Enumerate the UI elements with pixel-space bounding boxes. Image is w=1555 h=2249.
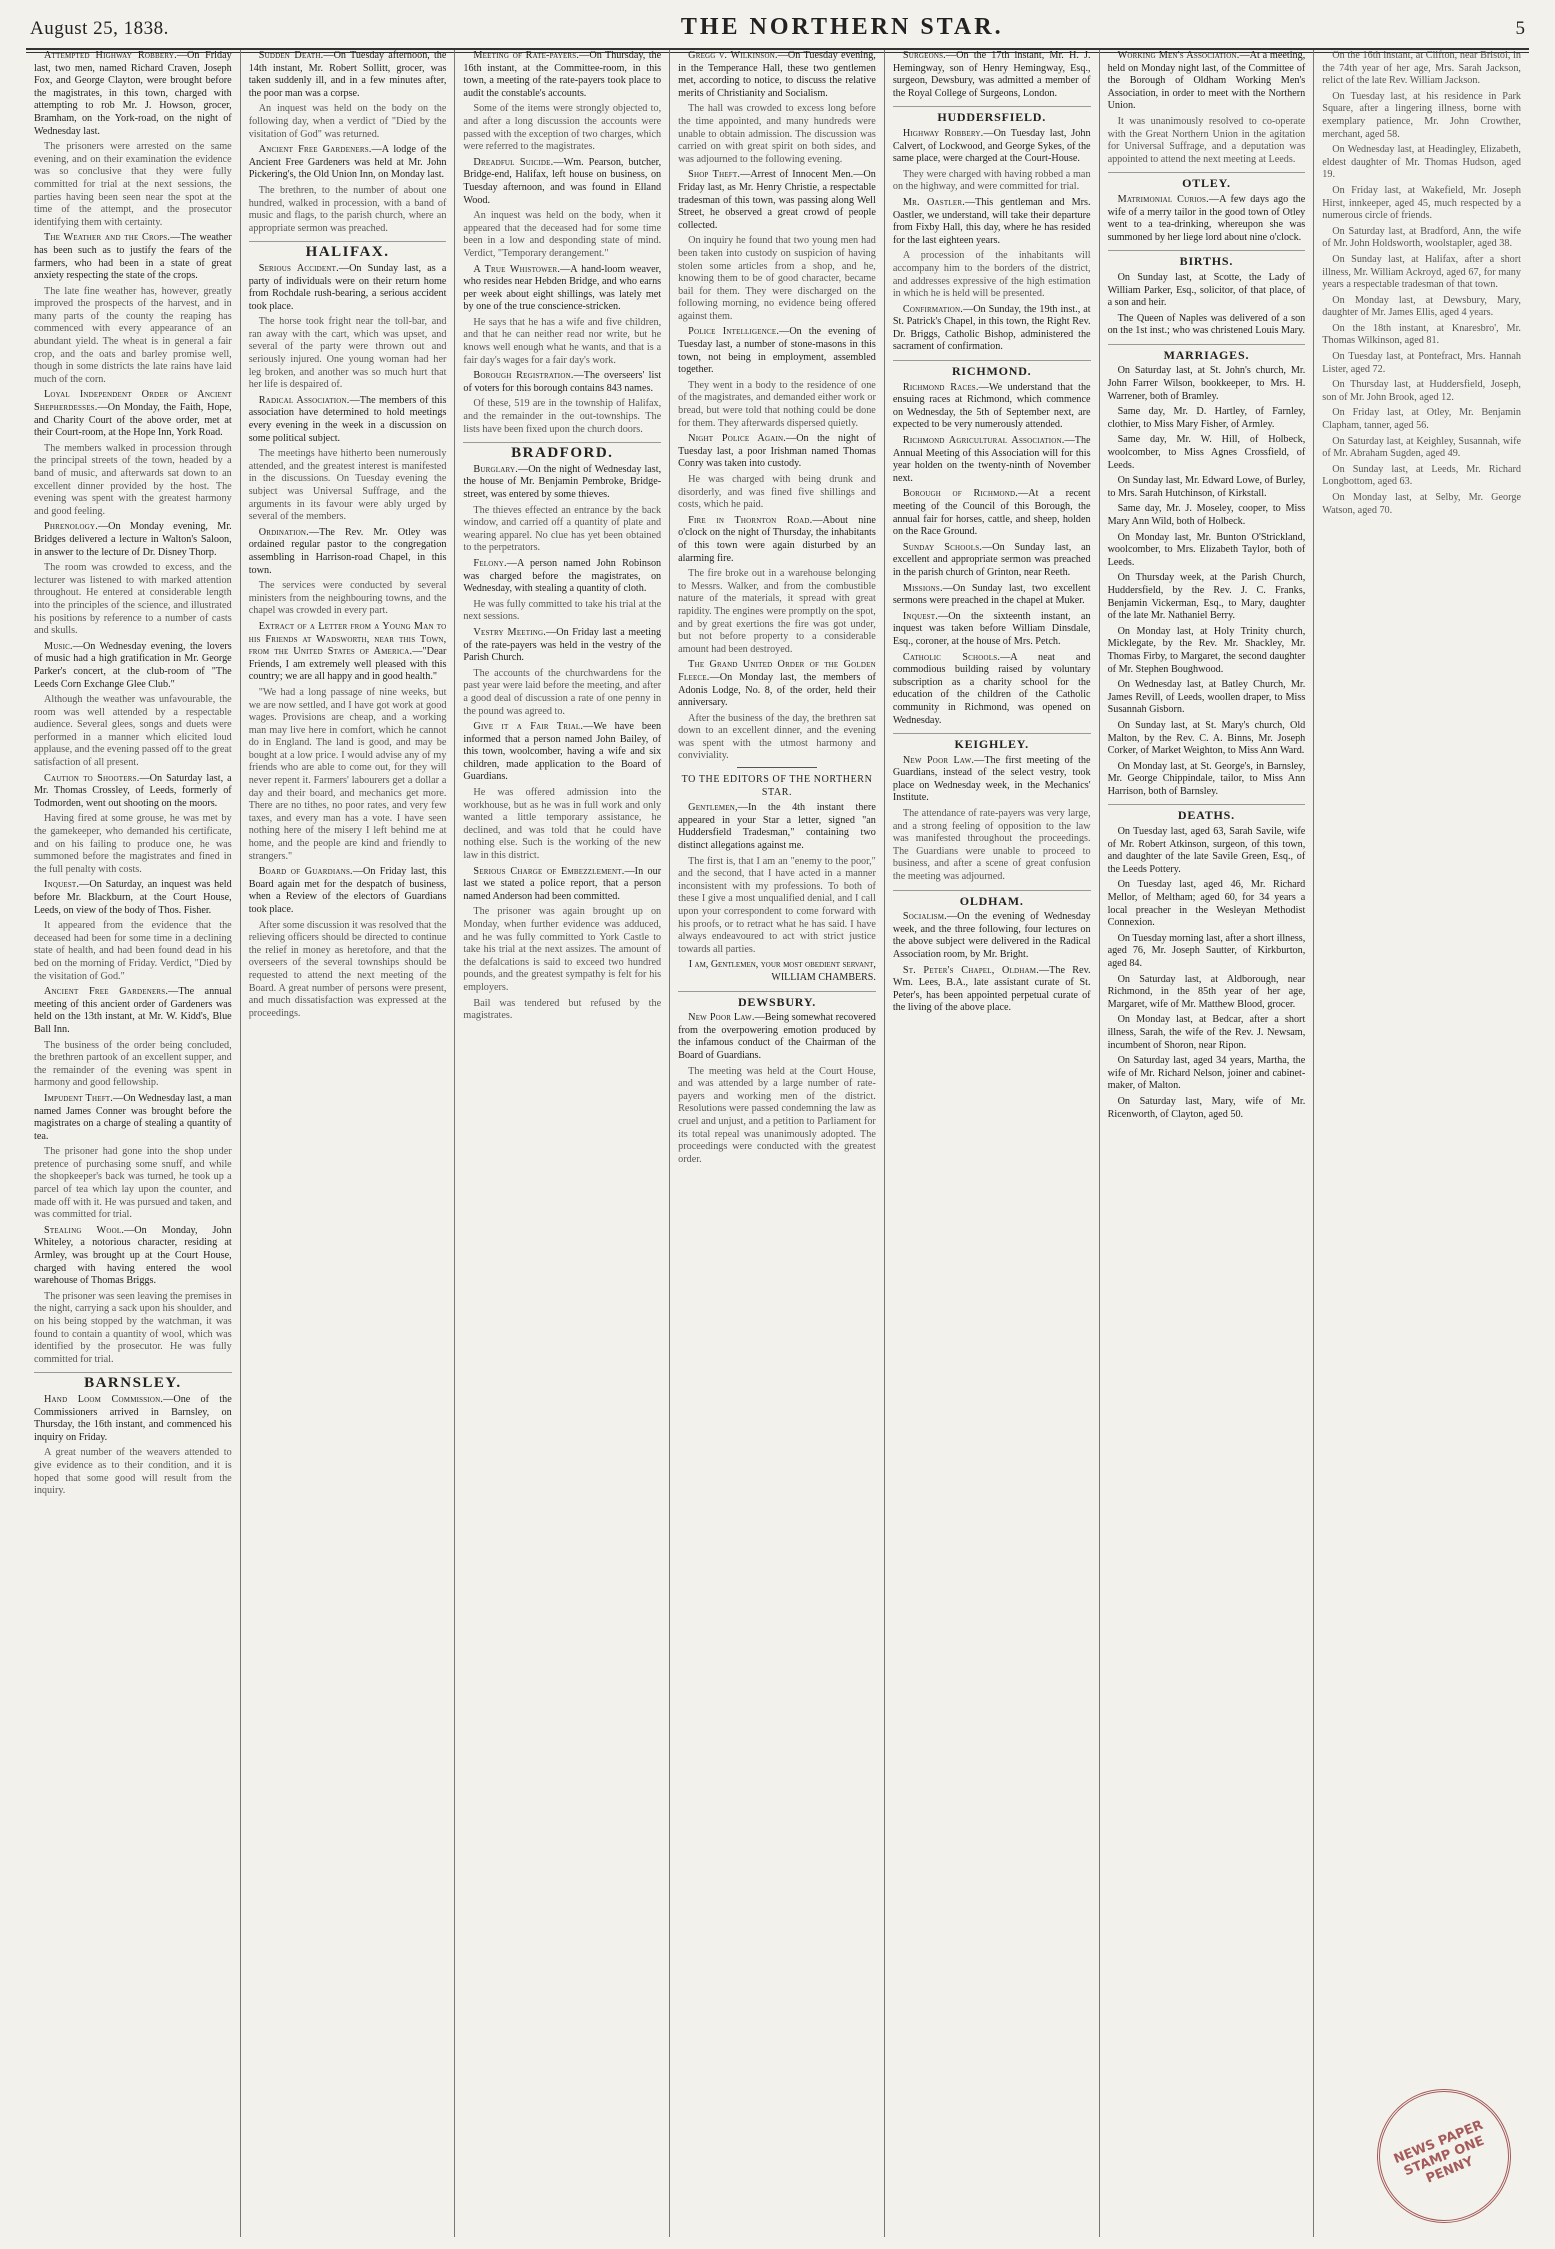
death-notice: On Tuesday last, aged 63, Sarah Savile, wife of Mr. Robert Atkinson, surgeon, of this town, and daughter of the late Savile Green, Esq., of the Leeds Pottery. (1107, 826, 1306, 875)
article: Meeting of Rate-payers.—On Thursday, the 16th instant, at the Committee-room, in this town, a meeting of the rate-payers took place to audit the constable's accounts. (463, 50, 662, 99)
article: Burglary.—On the night of Wednesday last, the house of Mr. Benjamin Pembroke, Bridge-street, was entered by some thieves. (463, 463, 662, 500)
article: Caution to Shooters.—On Saturday last, a Mr. Thomas Crossley, of Leeds, formerly of Todmorden, went out shooting on the moors. (34, 772, 232, 809)
article: Borough of Richmond.—At a recent meeting of the Council of this Borough, the annual fair for horses, cattle, and sheep, holden on the Race Ground. (892, 488, 1091, 538)
letter-to-editors: Gentlemen,—In the 4th instant there appeared in your Star a letter, signed "an Huddersfield Tradesman," containing two distinct allegations against me. (678, 802, 876, 852)
article: Borough Registration.—The overseers' list of voters for this borough contains 843 names. (463, 370, 662, 394)
article: New Poor Law.—Being somewhat recovered from the overpowering emotion produced by the infamous conduct of the Chairman of the Board of Guardians. (678, 1012, 876, 1061)
column-5: Surgeons.—On the 17th instant, Mr. H. J. Hemingway, son of Henry Hemingway, Esq., surgeon, Dewsbury, was admitted a member of the Royal College of Surgeons, London. HUDDERSFIELD. Highway Robbery.—On Tuesday last, John Calvert, of Lockwood, and George Sykes, of the same place, were charged at the Court-House. They were charged with having robbed a man on the highway, and were committed for trial. Mr. Oastler.—This gentleman and Mrs. Oastler, we understand, will take their departure from Fixby Hall, this day, where he has resided for the last eighteen years. A procession of the inhabitants will accompany him to the borders of the district, and addresses expressive of the high estimation in which he is held will be presented. Confirmation.—On Sunday, the 19th inst., at St. Patrick's Chapel, in this town, the Right Rev. Dr. Briggs, Catholic Bishop, administered the sacrament of confirmation. RICHMOND. Richmond Races.—We understand that the ensuing races at Richmond, which commence on Wednesday, the 5th of September next, are expected to be very numerously attended. Richmond Agricultural Association.—The Annual Meeting of this Association will for this year holden on the twenty-ninth of November next. Borough of Richmond.—At a recent meeting of the Council of this Borough, the annual fair for horses, cattle, and sheep, holden on the Race Ground. Sunday Schools.—On Sunday last, an excellent and appropriate sermon was preached in the parish church of Grinton, near Reeth. Missions.—On Sunday last, two excellent sermons were preached in the chapel at Muker. Inquest.—On the sixteenth instant, an inquest was taken before William Dinsdale, Esq., coroner, at the house of Mrs. Petch. Catholic Schools.—A neat and commodious building raised by voluntary subscription as a charity school for the education of the children of the Catholic community in Richmond, was opened on Wednesday. KEIGHLEY. New Poor Law.—The first meeting of the Guardians, instead of the select vestry, took place on Wednesday week, in the Mechanics' Institute. The attendance of rate-payers was very large, and a strong feeling of opposition to the law was manifested throughout the proceedings. The Guardians were unable to proceed to business, and after a scene of great confusion the meeting was adjourned. OLDHAM. Socialism.—On the evening of Wednesday week, and the three following, four lectures on the above subject were delivered in the Radical Association room, by Mr. Bright. St. Peter's Chapel, Oldham.—The Rev. Wm. Lees, B.A., late assistant curate of St. Peter's, has been appointed perpetual curate of the living of the above place. (885, 50, 1100, 2237)
marriage-notice: Same day, Mr. W. Hill, of Holbeck, woolcomber, to Miss Agnes Crossfield, of Leeds. (1107, 434, 1306, 471)
birth-notice: On Sunday last, at Scotte, the Lady of William Parker, Esq., solicitor, of that place, of a son and heir. (1107, 271, 1306, 309)
article: Attempted Highway Robbery.—On Friday last, two men, named Richard Craven, Joseph Fox, and George Clayton, were brought before the magistrates, in this town, charged with attempting to rob Mr. J. Howson, grocer, Bramham, on the York-road, on the night of Wednesday last. (34, 50, 232, 137)
birth-notice: The Queen of Naples was delivered of a son on the 1st inst.; who was christened Louis Mary. (1107, 312, 1306, 337)
death-notice: On Saturday last, Mary, wife of Mr. Ricenworth, of Clayton, aged 50. (1107, 1095, 1306, 1120)
marriage-notice: Same day, Mr. J. Moseley, cooper, to Miss Mary Ann Wild, both of Holbeck. (1107, 503, 1306, 527)
article: Serious Accident.—On Sunday last, as a party of individuals were on their return home from Rochdale rush-bearing, a serious accident took place. (248, 262, 447, 312)
article: A True Whistower.—A hand-loom weaver, who resides near Hebden Bridge, and who earns per week about eight shillings, was lately met by one of the true conscience-stricken. (463, 263, 662, 313)
column-1: Attempted Highway Robbery.—On Friday last, two men, named Richard Craven, Joseph Fox, and George Clayton, were brought before the magistrates, in this town, charged with attempting to rob Mr. J. Howson, grocer, Bramham, on the York-road, on the night of Wednesday last. The prisoners were arrested on the same evening, and on their examination the evidence was so conclusive that they were fully committed for trial at the next sessions, the parties having been seen near the spot at the time of the attempt, and the prosecutor identifying them with certainty. The Weather and the Crops.—The weather has been such as to justify the fears of the farmers, who had been in a state of great anxiety respecting the state of the crops. The late fine weather has, however, greatly improved the prospects of the harvest, and in many parts of the county the reaping has commenced with every appearance of an abundant yield. The wheat is in general a fair crop, and the oats and barley promise well, though in some districts the late rains have laid much of the corn. Loyal Independent Order of Ancient Shepherdesses.—On Monday, the Faith, Hope, and Charity Court of the above order, met at their Court-room, at the Hope Inn, York Road. The members walked in procession through the principal streets of the town, headed by a band of music, and afterwards sat down to an excellent dinner provided by the host. The evening was spent with the greatest harmony and good feeling. Phrenology.—On Monday evening, Mr. Bridges delivered a lecture in Walton's Saloon, in answer to the lecture of Dr. Disney Thorp. The room was crowded to excess, and the lecturer was listened to with marked attention throughout. He entered at considerable length into the principles of the science, and illustrated his positions by reference to a number of casts and skulls. Music.—On Wednesday evening, the lovers of music had a high gratification in Mr. George Parker's concert, at the club-room of "The Leeds Corn Exchange Glee Club." Although the weather was unfavourable, the room was well attended by a respectable audience. Several glees, songs and duets were performed in a manner which elicited loud applause, and the evening passed off to the great satisfaction of all present. Caution to Shooters.—On Saturday last, a Mr. Thomas Crossley, of Leeds, formerly of Todmorden, went out shooting on the moors. Having fired at some grouse, he was met by the gamekeeper, who demanded his certificate, and on his failing to produce one, he was summoned before the magistrates and fined in the full penalty with costs. Inquest.—On Saturday, an inquest was held before Mr. Blackburn, at the Court House, Leeds, on view of the body of Thos. Fisher. It appeared from the evidence that the deceased had been for some time in a declining state of health, and had been found dead in his bed on the morning of Friday. Verdict, "Died by the visitation of God." Ancient Free Gardeners.—The annual meeting of this ancient order of Gardeners was held on the 13th instant, at Mr. W. Kidd's, Blue Ball Inn. The business of the order being concluded, the brethren partook of an excellent supper, and the remainder of the evening was spent in harmony and good fellowship. Impudent Theft.—On Wednesday last, a man named James Conner was brought before the magistrates on a charge of stealing a quantity of tea. The prisoner had gone into the shop under pretence of purchasing some snuff, and while the shopkeeper's back was turned, he took up a parcel of tea which lay upon the counter, and made off with it. He was pursued and taken, and was committed for trial. Stealing Wool.—On Monday, John Whiteley, a notorious character, residing at Armley, was brought up at the Court House, charged with having entered the wool warehouse of Thomas Briggs. The prisoner was seen leaving the premises in the night, carrying a sack upon his shoulder, and on his being stopped by the watchman, it was found to contain a quantity of wool, which was identified by the prosecutor. He was fully committed for trial. BARNSLEY. Hand Loom Commission.—One of the Commissioners arrived in Barnsley, on Thursday, the 16th instant, and commenced his inquiry on Friday. A great number of the weavers attended to give evidence as to their condition, and it is hoped that some good will result from the inquiry. (26, 50, 241, 2237)
article: Missions.—On Sunday last, two excellent sermons were preached in the chapel at Muker. (892, 582, 1091, 607)
article: Working Men's Association.—At a meeting, held on Monday night last, of the Committee of the Borough of Oldham Working Men's Association, in order to meet with the Northern Union. (1107, 50, 1306, 112)
article: Ancient Free Gardeners.—A lodge of the Ancient Free Gardeners was held at Mr. John Pickering's, the Old Union Inn, on Monday last. (248, 144, 447, 181)
death-notice: On Saturday last, aged 34 years, Martha, the wife of Mr. Richard Nelson, joiner and cabinet-maker, of Malton. (1107, 1055, 1306, 1092)
death-notice: On Saturday last, at Aldborough, near Richmond, in the 85th year of her age, Margaret, wife of Mr. Matthew Blood, grocer. (1107, 973, 1306, 1010)
column-3: Meeting of Rate-payers.—On Thursday, the 16th instant, at the Committee-room, in this town, a meeting of the rate-payers took place to audit the constable's accounts. Some of the items were strongly objected to, and after a long discussion the accounts were passed with the exception of two charges, which were referred to the magistrates. Dreadful Suicide.—Wm. Pearson, butcher, Bridge-end, Halifax, left house on business, on Tuesday afternoon, and was found in Elland Wood. An inquest was held on the body, when it appeared that the deceased had for some time been in a low and desponding state of mind. Verdict, "Temporary derangement." A True Whistower.—A hand-loom weaver, who resides near Hebden Bridge, and who earns per week about eight shillings, was lately met by one of the true conscience-stricken. He says that he has a wife and five children, and that he can neither read nor write, but he knows well enough what he wants, and that is a fair day's wages for a fair day's work. Borough Registration.—The overseers' list of voters for this borough contains 843 names. Of these, 519 are in the township of Halifax, and the remainder in the out-townships. The lists have been fixed upon the church doors. BRADFORD. Burglary.—On the night of Wednesday last, the house of Mr. Benjamin Pembroke, Bridge-street, was entered by some thieves. The thieves effected an entrance by the back window, and carried off a quantity of plate and wearing apparel. No clue has yet been obtained to the perpetrators. Felony.—A person named John Robinson was charged before the magistrates, on Wednesday, with stealing a quantity of cloth. He was fully committed to take his trial at the next sessions. Vestry Meeting.—On Friday last a meeting of the rate-payers was held in the vestry of the Parish Church. The accounts of the churchwardens for the past year were laid before the meeting, and after a good deal of discussion a rate of one penny in the pound was agreed to. Give it a Fair Trial.—We have been informed that a person named John Bailey, of this town, woolcomber, having a wife and six children, made application to the Board of Guardians. He was offered admission into the workhouse, but as he was in full work and only wanted a little temporary assistance, he declined, and was told that he could have nothing else. Such is the working of the new law in this district. Serious Charge of Embezzlement.—In our last we stated a police report, that a person named Anderson had been committed. The prisoner was again brought up on Monday, when further evidence was adduced, and he was fully committed to York Castle to take his trial at the next assizes. The amount of the defalcations is said to exceed two hundred pounds, and the greatest sympathy is felt for his employers. Bail was tendered but refused by the magistrates. (455, 50, 670, 2237)
article: Ancient Free Gardeners.—The annual meeting of this ancient order of Gardeners was held on the 13th instant, at Mr. W. Kidd's, Blue Ball Inn. (34, 986, 232, 1035)
article-columns (26, 50, 1529, 2237)
death-notice: On Tuesday last, aged 46, Mr. Richard Mellor, of Meltham; aged 60, for 34 years a local preacher in the Wesleyan Methodist Connexion. (1107, 879, 1306, 929)
article: Loyal Independent Order of Ancient Shepherdesses.—On Monday, the Faith, Hope, and Charity Court of the above order, met at their Court-room, at the Hope Inn, York Road. (34, 389, 232, 439)
marriage-notice: On Monday last, Mr. Bunton O'Strickland, woolcomber, to Mrs. Elizabeth Taylor, both of Leeds. (1107, 531, 1306, 568)
article: Night Police Again.—On the night of Tuesday last, a poor Irishman named Thomas Conry was taken into custody. (678, 433, 876, 470)
letter-heading: TO THE EDITORS OF THE NORTHERN STAR. (681, 774, 873, 798)
marriage-notice: Same day, Mr. D. Hartley, of Farnley, clothier, to Miss Mary Fisher, of Armley. (1107, 406, 1306, 430)
marriage-notice: On Monday last, at Holy Trinity church, Micklegate, by the Rev. Mr. Shackley, Mr. Thomas Firby, to Margaret, the second daughter of Mr. Stephen Boughwood. (1107, 625, 1306, 675)
tax-stamp-seal: NEWS PAPER STAMP ONE PENNY (1357, 2069, 1531, 2243)
masthead (26, 14, 1529, 50)
newspaper-title: THE NORTHERN STAR. (680, 14, 1004, 40)
article: Board of Guardians.—On Friday last, this Board again met for the despatch of business, when a Review of the electors of Guardians took place. (248, 866, 447, 915)
article: Sudden Death.—On Tuesday afternoon, the 14th instant, Mr. Robert Sollitt, grocer, was taken suddenly ill, and in a few minutes after, the poor man was a corpse. (248, 50, 447, 99)
article: Shop Theft.—Arrest of Innocent Men.—On Friday last, as Mr. Henry Christie, a respectable tradesman of this town, was passing along Well Street, he observed a great crowd of people collected. (678, 169, 876, 231)
marriage-notice: On Wednesday last, at Batley Church, Mr. James Revill, of Leeds, woollen draper, to Miss Susannah Gisborn. (1107, 679, 1306, 716)
article: Serious Charge of Embezzlement.—In our last we stated a police report, that a person named Anderson had been committed. (463, 865, 662, 902)
marriage-notice: On Sunday last, at St. Mary's church, Old Malton, by the Rev. C. A. Binns, Mr. Joseph Corker, of Market Weighton, to Miss Ann Ward. (1107, 719, 1306, 757)
article: Richmond Races.—We understand that the ensuing races at Richmond, which commence on Wednesday, the 5th of September next, are expected to be very numerously attended. (892, 381, 1091, 431)
article: Fire in Thornton Road.—About nine o'clock on the night of Thursday, the inhabitants of this town were again disturbed by an alarming fire. (678, 514, 876, 564)
article: Give it a Fair Trial.—We have been informed that a person named John Bailey, of this town, woolcomber, having a wife and six children, made application to the Board of Guardians. (463, 721, 662, 783)
article: Gregg v. Wilkinson.—On Tuesday evening, in the Temperance Hall, these two gentlemen met, according to notice, to discuss the relative merits of Christianity and Socialism. (678, 50, 876, 99)
section-heading-marriages: MARRIAGES. (1108, 344, 1306, 362)
article: Matrimonial Curios.—A few days ago the wife of a merry tailor in the good town of Otley went to a tea-drinking, whereupon she was summoned by her liege lord about nine o'clock. (1107, 193, 1306, 243)
article: Stealing Wool.—On Monday, John Whiteley, a notorious character, residing at Armley, was brought up at the Court House, charged with having entered the wool warehouse of Thomas Briggs. (34, 1224, 232, 1287)
page-number: 5 (1515, 18, 1525, 39)
article: Highway Robbery.—On Tuesday last, John Calvert, of Lockwood, and George Sykes, of the same place, were charged at the Court-House. (892, 127, 1091, 165)
section-heading-richmond: RICHMOND. (893, 360, 1091, 378)
column-7: On the 16th instant, at Clifton, near Bristol, in the 74th year of her age, Mrs. Sarah Jackson, relict of the late Rev. William Jackson. On Tuesday last, at his residence in Park Square, after a lingering illness, borne with exemplary patience, Mr. John Crowther, merchant, aged 58. On Wednesday last, at Headingley, Elizabeth, eldest daughter of Mr. Thomas Hudson, aged 19. On Friday last, at Wakefield, Mr. Joseph Hirst, innkeeper, aged 45, much respected by a numerous circle of friends. On Saturday last, at Bradford, Ann, the wife of Mr. John Holdsworth, woolstapler, aged 38. On Sunday last, at Halifax, after a short illness, Mr. William Ackroyd, aged 67, for many years a respectable tradesman of that town. On Monday last, at Dewsbury, Mary, daughter of Mr. James Ellis, aged 4 years. On the 18th instant, at Knaresbro', Mr. Thomas Wilkinson, aged 81. On Tuesday last, at Pontefract, Mrs. Hannah Lister, aged 72. On Thursday last, at Huddersfield, Joseph, son of Mr. John Brook, aged 12. On Friday last, at Otley, Mr. Benjamin Clapham, tanner, aged 56. On Saturday last, at Keighley, Susannah, wife of Mr. Abraham Sugden, aged 49. On Sunday last, at Leeds, Mr. Richard Longbottom, aged 63. On Monday last, at Selby, Mr. George Watson, aged 70. (1322, 50, 1521, 516)
article: Hand Loom Commission.—One of the Commissioners arrived in Barnsley, on Thursday, the 16th instant, and commenced his inquiry on Friday. (34, 1393, 232, 1443)
section-heading-dewsbury: DEWSBURY. (678, 991, 876, 1009)
section-heading-barnsley: BARNSLEY. (34, 1372, 232, 1390)
article: New Poor Law.—The first meeting of the Guardians, instead of the select vestry, took place on Wednesday week, in the Mechanics' Institute. (892, 754, 1091, 804)
marriage-notice: On Monday last, at St. George's, in Barnsley, Mr. George Chippindale, tailor, to Miss Ann Harrison, both of Barnsley. (1107, 760, 1306, 797)
section-heading-otley: OTLEY. (1108, 172, 1306, 190)
article: Richmond Agricultural Association.—The Annual Meeting of this Association will for this year holden on the twenty-ninth of November next. (892, 435, 1091, 484)
section-heading-deaths: DEATHS. (1108, 804, 1306, 822)
section-heading-bradford: BRADFORD. (463, 442, 661, 460)
issue-date: August 25, 1838. (30, 18, 169, 39)
marriage-notice: On Thursday week, at the Parish Church, Huddersfield, by the Rev. J. C. Franks, Benjamin Vickerman, Esq., to Mary, daughter of the late Mr. Nathaniel Berry. (1107, 572, 1306, 622)
section-heading-keighley: KEIGHLEY. (893, 733, 1091, 751)
marriage-notice: On Sunday last, Mr. Edward Lowe, of Burley, to Mrs. Sarah Hutchinson, of Kirkstall. (1107, 475, 1306, 499)
article: Surgeons.—On the 17th instant, Mr. H. J. Hemingway, son of Henry Hemingway, Esq., surgeon, Dewsbury, was admitted a member of the Royal College of Surgeons, London. (892, 50, 1091, 99)
article: Police Intelligence.—On the evening of Tuesday last, a number of stone-masons in this town, not being in employment, assembled together. (678, 326, 876, 376)
article: Inquest.—On the sixteenth instant, an inquest was taken before William Dinsdale, Esq., coroner, at the house of Mrs. Petch. (892, 610, 1091, 647)
column-2: Sudden Death.—On Tuesday afternoon, the 14th instant, Mr. Robert Sollitt, grocer, was taken suddenly ill, and in a few minutes after, the poor man was a corpse. An inquest was held on the body on the following day, when a verdict of "Died by the visitation of God" was returned. Ancient Free Gardeners.—A lodge of the Ancient Free Gardeners was held at Mr. John Pickering's, the Old Union Inn, on Monday last. The brethren, to the number of about one hundred, walked in procession, with a band of music and flags, to the parish church, where an appropriate sermon was preached. HALIFAX. Serious Accident.—On Sunday last, as a party of individuals were on their return home from Rochdale rush-bearing, a serious accident took place. The horse took fright near the toll-bar, and ran away with the cart, which was upset, and several of the party were thrown out and seriously injured. One young woman had her leg broken, and another was so much hurt that her life is despaired of. Radical Association.—The members of this association have determined to hold meetings every evening in the week in a discussion on some political subject. The meetings have hitherto been numerously attended, and the greatest interest is manifested in the discussions. On Tuesday evening the subject was Universal Suffrage, and the arguments in its favour were ably urged by several of the members. Ordination.—The Rev. Mr. Otley was ordained regular pastor to the congregation assembling in Harrison-road Chapel, in this town. The services were conducted by several ministers from the neighbouring towns, and the chapel was crowded in every part. Extract of a Letter from a Young Man to his Friends at Wadsworth, near this Town, from the United States of America.—"Dear Friends, I am extremely well pleased with this country; we are all happy and in good health." "We had a long passage of nine weeks, but we are now settled, and I have got work at good wages. Provisions are cheap, and a working man may live here in comfort, which he cannot do in England. The land is good, and may be bought at a low price. I would advise any of my friends who are able to come out, for they will never repent it. Farmers' labourers get a dollar a day and their board, and mechanics get more. There are no tithes, no poor rates, and very few taxes, and every man has a vote. I have seen nothing here of the misery I left behind me at home, and the people are kind and friendly to strangers." Board of Guardians.—On Friday last, this Board again met for the despatch of business, when a Review of the electors of Guardians took place. After some discussion it was resolved that the relieving officers should be directed to continue the relief in money as heretofore, and that the overseers of the several townships should be requested to attend the next meeting of the Board. A great number of persons were present, and much dissatisfaction was expressed at the proceedings. (241, 50, 456, 2237)
article: Phrenology.—On Monday evening, Mr. Bridges delivered a lecture in Walton's Saloon, in answer to the lecture of Dr. Disney Thorp. (34, 521, 232, 558)
article: Catholic Schools.—A neat and commodious building raised by voluntary subscription as a charity school for the education of the children of the Catholic community in Richmond, was opened on Wednesday. (892, 651, 1091, 726)
article: Dreadful Suicide.—Wm. Pearson, butcher, Bridge-end, Halifax, left house on business, on Tuesday afternoon, and was found in Elland Wood. (463, 156, 662, 206)
section-heading-oldham: OLDHAM. (893, 890, 1091, 908)
marriage-notice: On Saturday last, at St. John's church, Mr. John Farrer Wilson, bookkeeper, to Mrs. H. Warrener, both of Bramley. (1107, 365, 1306, 402)
article: Ordination.—The Rev. Mr. Otley was ordained regular pastor to the congregation assembling in Harrison-road Chapel, in this town. (248, 526, 447, 576)
section-heading-births: BIRTHS. (1108, 250, 1306, 268)
article: Sunday Schools.—On Sunday last, an excellent and appropriate sermon was preached in the parish church of Grinton, near Reeth. (892, 541, 1091, 578)
article: Impudent Theft.—On Wednesday last, a man named James Conner was brought before the magistrates on a charge of stealing a quantity of tea. (34, 1092, 232, 1142)
death-notice: On Tuesday morning last, after a short illness, aged 76, Mr. Joseph Sautter, of Kirkburton, aged 84. (1107, 932, 1306, 969)
article: Vestry Meeting.—On Friday last a meeting of the rate-payers was held in the vestry of the Parish Church. (463, 626, 662, 664)
article: Felony.—A person named John Robinson was charged before the magistrates, on Wednesday, with stealing a quantity of cloth. (463, 557, 662, 595)
article: St. Peter's Chapel, Oldham.—The Rev. Wm. Lees, B.A., late assistant curate of St. Peter's, has been appointed perpetual curate of the living of the above place. (892, 964, 1091, 1014)
article: The Weather and the Crops.—The weather has been such as to justify the fears of the farmers, who had been in a state of great anxiety respecting the state of the crops. (34, 232, 232, 282)
article: Inquest.—On Saturday, an inquest was held before Mr. Blackburn, at the Court House, Leeds, on view of the body of Thos. Fisher. (34, 879, 232, 916)
letter-signature: I am, Gentlemen, your most obedient servant, WILLIAM CHAMBERS. (688, 959, 876, 983)
death-notice: On Monday last, at Bedcar, after a short illness, Sarah, the wife of the Rev. J. Newsam, incumbent of Shoron, near Ripon. (1107, 1014, 1306, 1051)
section-heading-huddersfield: HUDDERSFIELD. (893, 106, 1091, 124)
article: Radical Association.—The members of this association have determined to hold meetings every evening in the week in a discussion on some political subject. (248, 394, 447, 444)
column-4: Gregg v. Wilkinson.—On Tuesday evening, in the Temperance Hall, these two gentlemen met, according to notice, to discuss the relative merits of Christianity and Socialism. The hall was crowded to excess long before the time appointed, and many hundreds were unable to obtain admission. The discussion was carried on with great spirit on both sides, and was adjourned to the following evening. Shop Theft.—Arrest of Innocent Men.—On Friday last, as Mr. Henry Christie, a respectable tradesman of this town, was passing along Well Street, he observed a great crowd of people collected. On inquiry he found that two young men had been taken into custody on suspicion of having stolen some articles from a shop, and he, knowing them to be of good character, became bail for them. They were discharged on the following morning, no evidence being offered against them. Police Intelligence.—On the evening of Tuesday last, a number of stone-masons in this town, not being in employment, assembled together. They went in a body to the residence of one of the magistrates, and demanded either work or bread, but were told that nothing could be done for them. They afterwards dispersed quietly. Night Police Again.—On the night of Tuesday last, a poor Irishman named Thomas Conry was taken into custody. He was charged with being drunk and disorderly, and was fined five shillings and costs, which he paid. Fire in Thornton Road.—About nine o'clock on the night of Thursday, the inhabitants of this town were again disturbed by an alarming fire. The fire broke out in a warehouse belonging to Messrs. Walker, and from the combustible nature of the materials, it spread with great rapidity. The engines were promptly on the spot, and by great exertions the fire was got under, but not before property to a considerable amount had been destroyed. The Grand United Order of the Golden Fleece.—On Monday last, the members of Adonis Lodge, No. 8, of the order, held their anniversary. After the business of the day, the brethren sat down to an excellent dinner, and the evening was spent with the utmost harmony and conviviality. TO THE EDITORS OF THE NORTHERN STAR. Gentlemen,—In the 4th instant there appeared in your Star a letter, signed "an Huddersfield Tradesman," containing two distinct allegations against me. The first is, that I am an "enemy to the poor," and the second, that I have acted in a manner inconsistent with my professions. To both of these I give a most unqualified denial, and I call upon your correspondent to come forward with his proofs, or to retract what he has said. I have always endeavoured to act with strict justice towards all parties. I am, Gentlemen, your most obedient servant, WILLIAM CHAMBERS. DEWSBURY. New Poor Law.—Being somewhat recovered from the overpowering emotion produced by the infamous conduct of the Chairman of the Board of Guardians. The meeting was held at the Court House, and was attended by a large number of rate-payers and working men of the district. Resolutions were passed condemning the law as cruel and unjust, and a petition to Parliament for its total repeal was unanimously adopted. The proceedings were conducted with the greatest order. (670, 50, 885, 2237)
article: Confirmation.—On Sunday, the 19th inst., at St. Patrick's Chapel, in this town, the Right Rev. Dr. Briggs, Catholic Bishop, administered the sacrament of confirmation. (892, 303, 1091, 353)
article: Extract of a Letter from a Young Man to his Friends at Wadsworth, near this Town, from the United States of America.—"Dear Friends, I am extremely well pleased with this country; we are all happy and in good health." (248, 620, 447, 683)
column-6: Working Men's Association.—At a meeting, held on Monday night last, of the Committee of the Borough of Oldham Working Men's Association, in order to meet with the Northern Union. It was unanimously resolved to co-operate with the Great Northern Union in the agitation for Universal Suffrage, and a deputation was appointed to attend the next meeting at Leeds. OTLEY. Matrimonial Curios.—A few days ago the wife of a merry tailor in the good town of Otley went to a tea-drinking, whereupon she was summoned by her liege lord about nine o'clock. BIRTHS. On Sunday last, at Scotte, the Lady of William Parker, Esq., solicitor, of that place, of a son and heir. The Queen of Naples was delivered of a son on the 1st inst.; who was christened Louis Mary. MARRIAGES. On Saturday last, at St. John's church, Mr. John Farrer Wilson, bookkeeper, to Mrs. H. Warrener, both of Bramley. Same day, Mr. D. Hartley, of Farnley, clothier, to Miss Mary Fisher, of Armley. Same day, Mr. W. Hill, of Holbeck, woolcomber, to Miss Agnes Crossfield, of Leeds. On Sunday last, Mr. Edward Lowe, of Burley, to Mrs. Sarah Hutchinson, of Kirkstall. Same day, Mr. J. Moseley, cooper, to Miss Mary Ann Wild, both of Holbeck. On Monday last, Mr. Bunton O'Strickland, woolcomber, to Mrs. Elizabeth Taylor, both of Leeds. On Thursday week, at the Parish Church, Huddersfield, by the Rev. J. C. Franks, Benjamin Vickerman, Esq., to Mary, daughter of the late Mr. Nathaniel Berry. On Monday last, at Holy Trinity church, Micklegate, by the Rev. Mr. Shackley, Mr. Thomas Firby, to Margaret, the second daughter of Mr. Stephen Boughwood. On Wednesday last, at Batley Church, Mr. James Revill, of Leeds, woollen draper, to Miss Susannah Gisborn. On Sunday last, at St. Mary's church, Old Malton, by the Rev. C. A. Binns, Mr. Joseph Corker, of Market Weighton, to Miss Ann Ward. On Monday last, at St. George's, in Barnsley, Mr. George Chippindale, tailor, to Miss Ann Harrison, both of Barnsley. DEATHS. On Tuesday last, aged 63, Sarah Savile, wife of Mr. Robert Atkinson, surgeon, of this town, and daughter of the late Savile Green, Esq., of the Leeds Pottery. On Tuesday last, aged 46, Mr. Richard Mellor, of Meltham; aged 60, for 34 years a local preacher in the Wesleyan Methodist Connexion. On Tuesday morning last, after a short illness, aged 76, Mr. Joseph Sautter, of Kirkburton, aged 84. On Saturday last, at Aldborough, near Richmond, in the 85th year of her age, Margaret, wife of Mr. Matthew Blood, grocer. On Monday last, at Bedcar, after a short illness, Sarah, the wife of the Rev. J. Newsam, incumbent of Shoron, near Ripon. On Saturday last, aged 34 years, Martha, the wife of Mr. Richard Nelson, joiner and cabinet-maker, of Malton. On Saturday last, Mary, wife of Mr. Ricenworth, of Clayton, aged 50. (1100, 50, 1315, 2237)
article: The Grand United Order of the Golden Fleece.—On Monday last, the members of Adonis Lodge, No. 8, of the order, held their anniversary. (678, 659, 876, 709)
section-heading-halifax: HALIFAX. (249, 241, 447, 259)
article: Music.—On Wednesday evening, the lovers of music had a high gratification in Mr. George Parker's concert, at the club-room of "The Leeds Corn Exchange Glee Club." (34, 640, 232, 690)
article: Mr. Oastler.—This gentleman and Mrs. Oastler, we understand, will take their departure from Fixby Hall, this day, where he has resided for the last eighteen years. (892, 196, 1091, 246)
article: Socialism.—On the evening of Wednesday week, and the three following, four lectures on the above subject were delivered in the Radical Association room, by Mr. Bright. (892, 911, 1091, 960)
